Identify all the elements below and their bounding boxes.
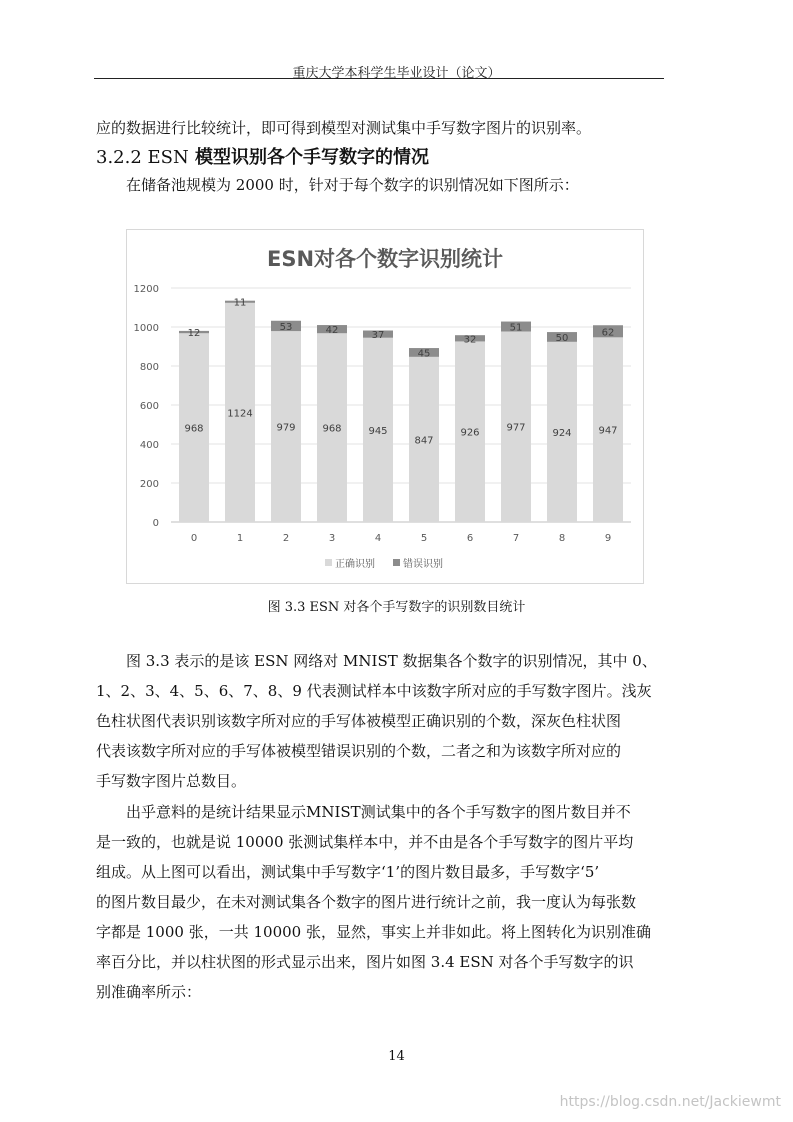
data-label-correct: 945 — [368, 425, 388, 437]
data-label-correct: 968 — [184, 423, 204, 435]
body-line: 组成。从上图可以看出，测试集中手写数字‘1’的图片数目最多，手写数字‘5’ — [96, 863, 600, 881]
section-title: 模型识别各个手写数字的情况 — [195, 147, 430, 168]
section-heading — [96, 143, 429, 169]
data-label-correct: 847 — [414, 435, 434, 447]
x-tick-label: 9 — [604, 533, 612, 544]
x-tick-label: 2 — [282, 533, 290, 544]
x-tick-label: 7 — [512, 533, 520, 544]
data-label-error: 62 — [601, 327, 615, 339]
body-line: 手写数字图片总数目。 — [96, 772, 247, 790]
y-tick-label: 0 — [152, 518, 159, 529]
x-tick-label: 6 — [466, 533, 474, 544]
body-line: 色柱状图代表识别该数字所对应的手写体被模型正确识别的个数，深灰色柱状图 — [96, 712, 622, 730]
body-line: 出乎意料的是统计结果显示MNIST测试集中的各个手写数字的图片数目并不 — [96, 803, 631, 821]
intro-line: 应的数据进行比较统计，即可得到模型对测试集中手写数字图片的识别率。 — [96, 119, 592, 137]
x-tick-label: 0 — [190, 533, 198, 544]
body-line: 别准确率所示： — [96, 983, 202, 1001]
legend-label: 错误识别 — [403, 559, 443, 570]
y-tick-label: 800 — [139, 362, 159, 373]
data-label-correct: 924 — [552, 427, 572, 439]
data-label-error: 37 — [371, 330, 385, 342]
body-line: 代表该数字所对应的手写体被模型错误识别的个数，二者之和为该数字所对应的 — [96, 742, 622, 760]
data-label-error: 50 — [555, 332, 569, 344]
chart-container — [126, 229, 644, 584]
section-intro-text: 在储备池规模为 2000 时，针对于每个数字的识别情况如下图所示： — [126, 176, 579, 194]
data-label-correct: 1124 — [227, 408, 253, 420]
x-tick-label: 3 — [328, 533, 336, 544]
y-tick-label: 200 — [139, 479, 159, 490]
data-label-error: 53 — [279, 321, 293, 333]
section-number: 3.2.2 ESN — [96, 147, 189, 168]
header-title: 重庆大学本科学生毕业设计（论文） — [292, 66, 501, 81]
body-line: 的图片数目最少，在未对测试集各个数字的图片进行统计之前，我一度认为每张数 — [96, 893, 637, 911]
body-line: 1、2、3、4、5、6、7、8、9 代表测试样本中该数字所对应的手写数字图片。浅灰 — [96, 682, 652, 700]
legend-swatch — [325, 559, 332, 566]
figure-caption: 图 3.3 ESN 对各个手写数字的识别数目统计 — [267, 600, 526, 615]
data-label-correct: 926 — [460, 427, 480, 439]
x-tick-label: 5 — [420, 533, 428, 544]
data-label-error: 32 — [463, 334, 477, 346]
bar-chart — [127, 230, 643, 583]
x-tick-label: 8 — [558, 533, 566, 544]
data-label-correct: 979 — [276, 422, 296, 434]
chart-title: ESN对各个数字识别统计 — [266, 247, 504, 271]
data-label-error: 42 — [325, 325, 339, 337]
legend-swatch — [393, 559, 400, 566]
y-tick-label: 1200 — [133, 284, 159, 295]
data-label-correct: 968 — [322, 423, 342, 435]
watermark: https://blog.csdn.net/Jackiewmt — [559, 1094, 781, 1110]
data-label-error: 45 — [417, 348, 431, 360]
body-line: 图 3.3 表示的是该 ESN 网络对 MNIST 数据集各个数字的识别情况，其中 0、 — [96, 652, 657, 670]
legend-label: 正确识别 — [335, 559, 375, 570]
section-intro — [96, 170, 664, 200]
y-tick-label: 1000 — [133, 323, 159, 334]
x-tick-label: 1 — [236, 533, 244, 544]
data-label-error: 11 — [233, 297, 247, 309]
data-label-error: 51 — [509, 322, 523, 334]
y-tick-label: 400 — [139, 440, 159, 451]
data-label-correct: 977 — [506, 422, 526, 434]
data-label-error: 12 — [187, 328, 201, 340]
y-tick-label: 600 — [139, 401, 159, 412]
body-line: 字都是 1000 张，一共 10000 张，显然，事实上并非如此。将上图转化为识别准确 — [96, 923, 651, 941]
data-label-correct: 947 — [598, 425, 618, 437]
header-rule — [94, 78, 664, 79]
page-number: 14 — [388, 1049, 405, 1064]
x-tick-label: 4 — [374, 533, 382, 544]
body-line: 是一致的，也就是说 10000 张测试集样本中，并不由是各个手写数字的图片平均 — [96, 833, 634, 851]
body-line: 率百分比，并以柱状图的形式显示出来，图片如图 3.4 ESN 对各个手写数字的识 — [96, 953, 634, 971]
